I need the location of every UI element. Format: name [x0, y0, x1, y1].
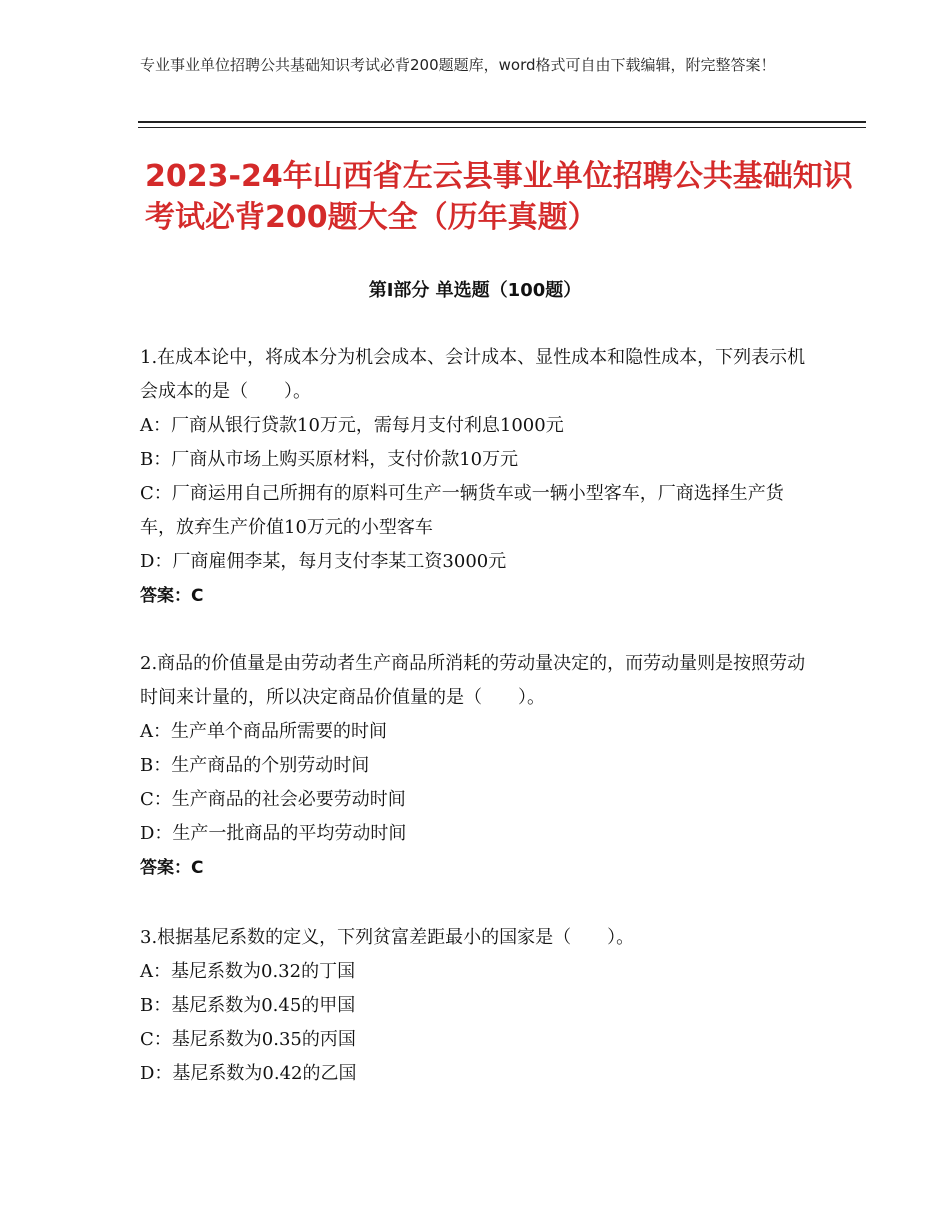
question-stem: 2.商品的价值量是由劳动者生产商品所消耗的劳动量决定的，而劳动量则是按照劳动时间来计量的，所以决定商品价值量的是（ ）。 [140, 653, 806, 708]
header-note: 专业事业单位招聘公共基础知识考试必背200题题库，word格式可自由下载编辑，附完整答案！ [140, 56, 776, 74]
header-divider-thin [138, 127, 866, 128]
document-title: 2023-24年山西省左云县事业单位招聘公共基础知识考试必背200题大全（历年真题） [145, 159, 853, 235]
section-heading: 第Ⅰ部分 单选题（100题） [368, 280, 582, 301]
option-b: B：基尼系数为0.45的甲国 [140, 995, 356, 1016]
option-b: B：生产商品的个别劳动时间 [140, 755, 370, 776]
question-stem: 3.根据基尼系数的定义，下列贫富差距最小的国家是（ ）。 [140, 927, 635, 948]
option-c: C：基尼系数为0.35的丙国 [140, 1029, 356, 1050]
option-c: C：厂商运用自己所拥有的原料可生产一辆货车或一辆小型客车，厂商选择生产货车，放弃生产价值10万元的小型客车 [140, 483, 784, 538]
question-2 [140, 647, 810, 885]
option-b: B：厂商从市场上购买原材料，支付价款10万元 [140, 449, 519, 470]
question-1 [140, 341, 810, 613]
answer: 答案：C [140, 586, 204, 606]
option-a: A：厂商从银行贷款10万元，需每月支付利息1000元 [140, 415, 564, 436]
option-d: D：基尼系数为0.42的乙国 [140, 1063, 357, 1084]
option-a: A：基尼系数为0.32的丁国 [140, 961, 356, 982]
option-d: D：厂商雇佣李某，每月支付李某工资3000元 [140, 551, 507, 572]
option-d: D：生产一批商品的平均劳动时间 [140, 823, 407, 844]
option-c: C：生产商品的社会必要劳动时间 [140, 789, 406, 810]
question-3 [140, 921, 810, 1091]
question-stem: 1.在成本论中，将成本分为机会成本、会计成本、显性成本和隐性成本，下列表示机会成本的是（ ）。 [140, 347, 806, 402]
option-a: A：生产单个商品所需要的时间 [140, 721, 387, 742]
header-divider [138, 121, 866, 123]
answer: 答案：C [140, 858, 204, 878]
